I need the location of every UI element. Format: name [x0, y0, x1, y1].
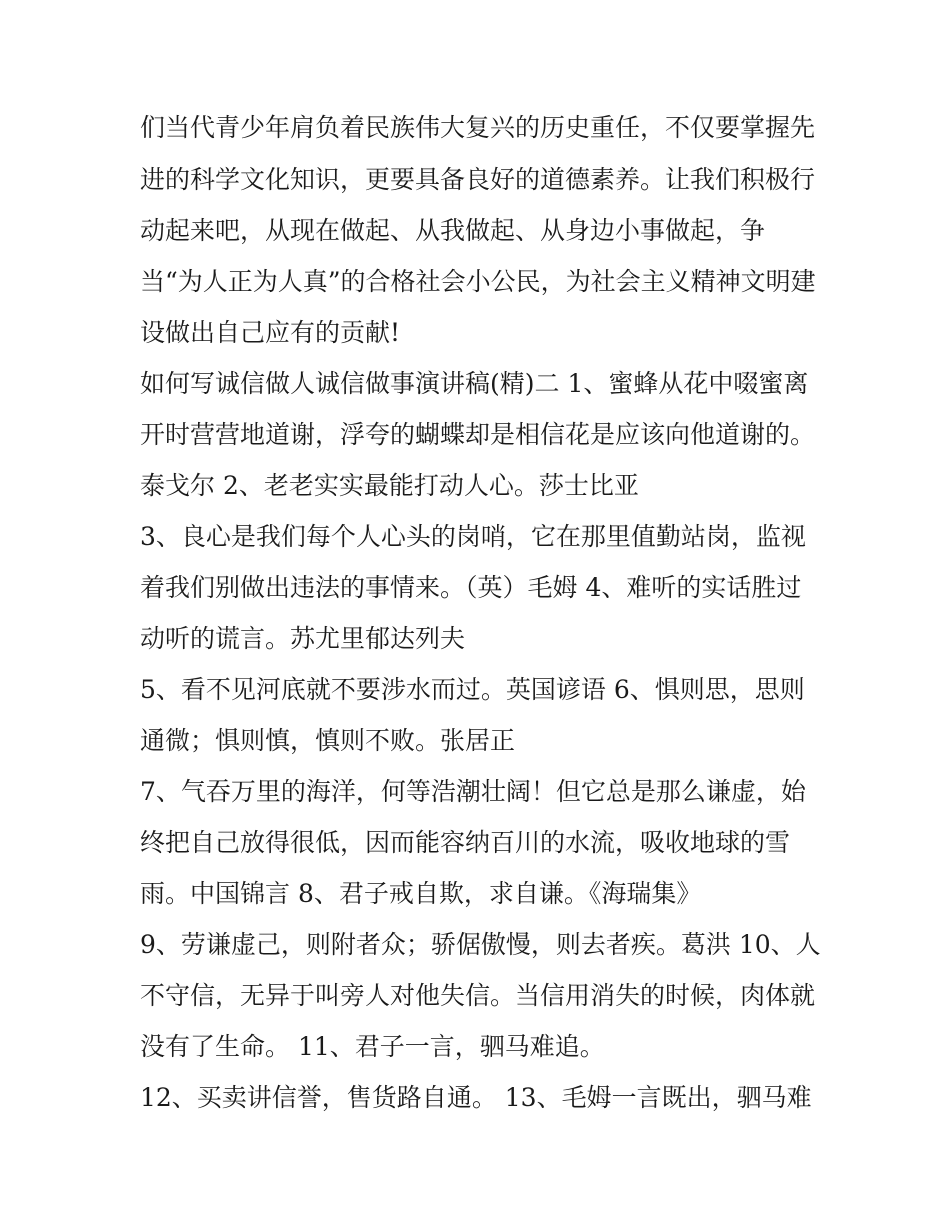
- text-line: 7、气吞万里的海洋，何等浩潮壮阔！但它总是那么谦虚，始: [140, 777, 806, 806]
- text-line: 没有了生命。 11、君子一言，驷马难追。: [140, 1032, 605, 1061]
- text-line: 动起来吧，从现在做起、从我做起、从身边小事做起，争: [140, 216, 766, 245]
- text-line: 如何写诚信做人诚信做事演讲稿(精)二 1、蜜蜂从花中啜蜜离: [140, 369, 809, 398]
- text-line: 们当代青少年肩负着民族伟大复兴的历史重任，不仅要掌握先: [140, 113, 816, 142]
- text-line: 3、良心是我们每个人心头的岗哨，它在那里值勤站岗，监视: [140, 522, 806, 551]
- text-line: 5、看不见河底就不要涉水而过。英国谚语 6、惧则思，思则: [140, 675, 805, 704]
- text-line: 着我们别做出违法的事情来。（英）毛姆 4、难听的实话胜过: [140, 573, 802, 602]
- text-line: 进的科学文化知识，更要具备良好的道德素养。让我们积极行: [140, 165, 816, 194]
- text-line: 雨。中国锦言 8、君子戒自欺，求自谦。《海瑞集》: [140, 879, 702, 908]
- text-line: 12、买卖讲信誉，售货路自通。 13、毛姆一言既出，驷马难: [140, 1083, 812, 1112]
- text-line: 开时营营地道谢，浮夸的蝴蝶却是相信花是应该向他道谢的。: [140, 420, 816, 449]
- text-line: 通微；惧则慎，慎则不败。张居正: [140, 726, 516, 755]
- text-line: 9、劳谦虚己，则附者众；骄倨傲慢，则去者疾。葛洪 10、人: [140, 930, 821, 959]
- text-line: 动听的谎言。苏尤里郁达列夫: [140, 624, 466, 653]
- text-line: 终把自己放得很低，因而能容纳百川的水流，吸收地球的雪: [140, 828, 791, 857]
- text-line: 当“为人正为人真”的合格社会小公民，为社会主义精神文明建: [140, 267, 816, 296]
- text-line: 泰戈尔 2、老老实实最能打动人心。莎士比亚: [140, 471, 639, 500]
- text-line: 不守信，无异于叫旁人对他失信。当信用消失的时候，肉体就: [140, 981, 816, 1010]
- text-line: 设做出自己应有的贡献!: [140, 318, 401, 347]
